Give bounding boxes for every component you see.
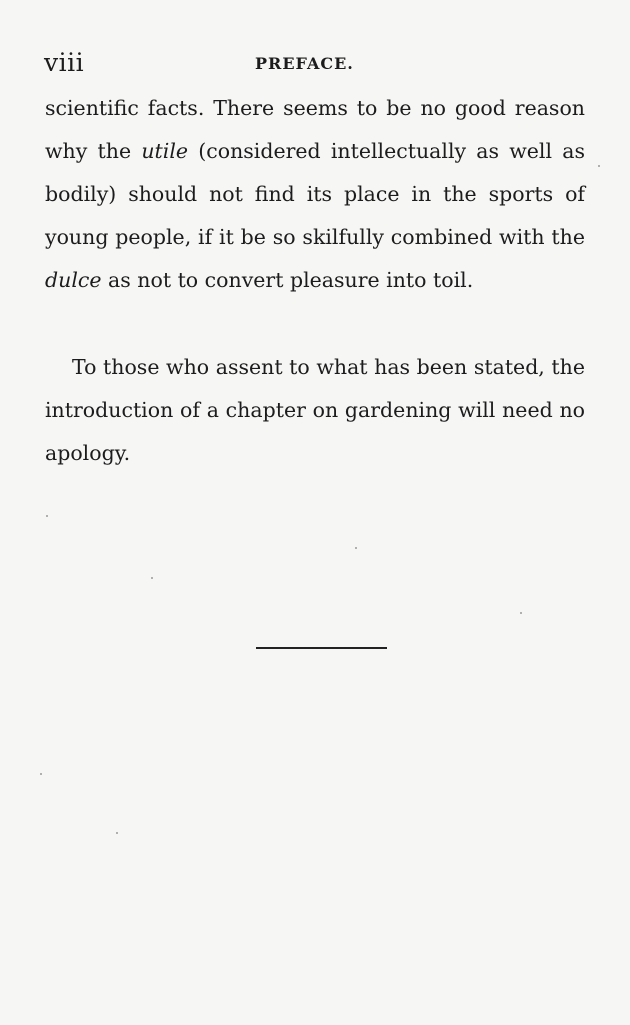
paper-speck xyxy=(40,773,42,775)
utile-term: utile xyxy=(141,139,189,163)
paper-speck xyxy=(355,547,357,549)
paragraph-1 xyxy=(45,87,585,302)
paragraph-2: To those who assent to what has been stated, the introduction of a chapter on gardening will need no apology. xyxy=(45,355,585,465)
paragraph-1-text-c: as not to convert pleasure into toil. xyxy=(101,268,474,292)
paper-speck xyxy=(520,612,522,614)
dulce-term: dulce xyxy=(45,268,102,292)
paper-speck xyxy=(598,165,600,167)
paper-speck xyxy=(116,832,118,834)
paragraph-1-text-a: scientific facts. There seems to be no good reason why the xyxy=(45,96,585,163)
section-end-rule xyxy=(256,647,387,649)
paper-speck xyxy=(151,577,153,579)
paper-speck xyxy=(46,515,48,517)
running-head: PREFACE. xyxy=(255,54,354,73)
page-number: viii xyxy=(44,48,85,77)
paragraph-1-text-b: (considered intellectually as well as bodily) should not find its place in the sports of young people, if it be so skilfully combined with the xyxy=(45,139,586,249)
